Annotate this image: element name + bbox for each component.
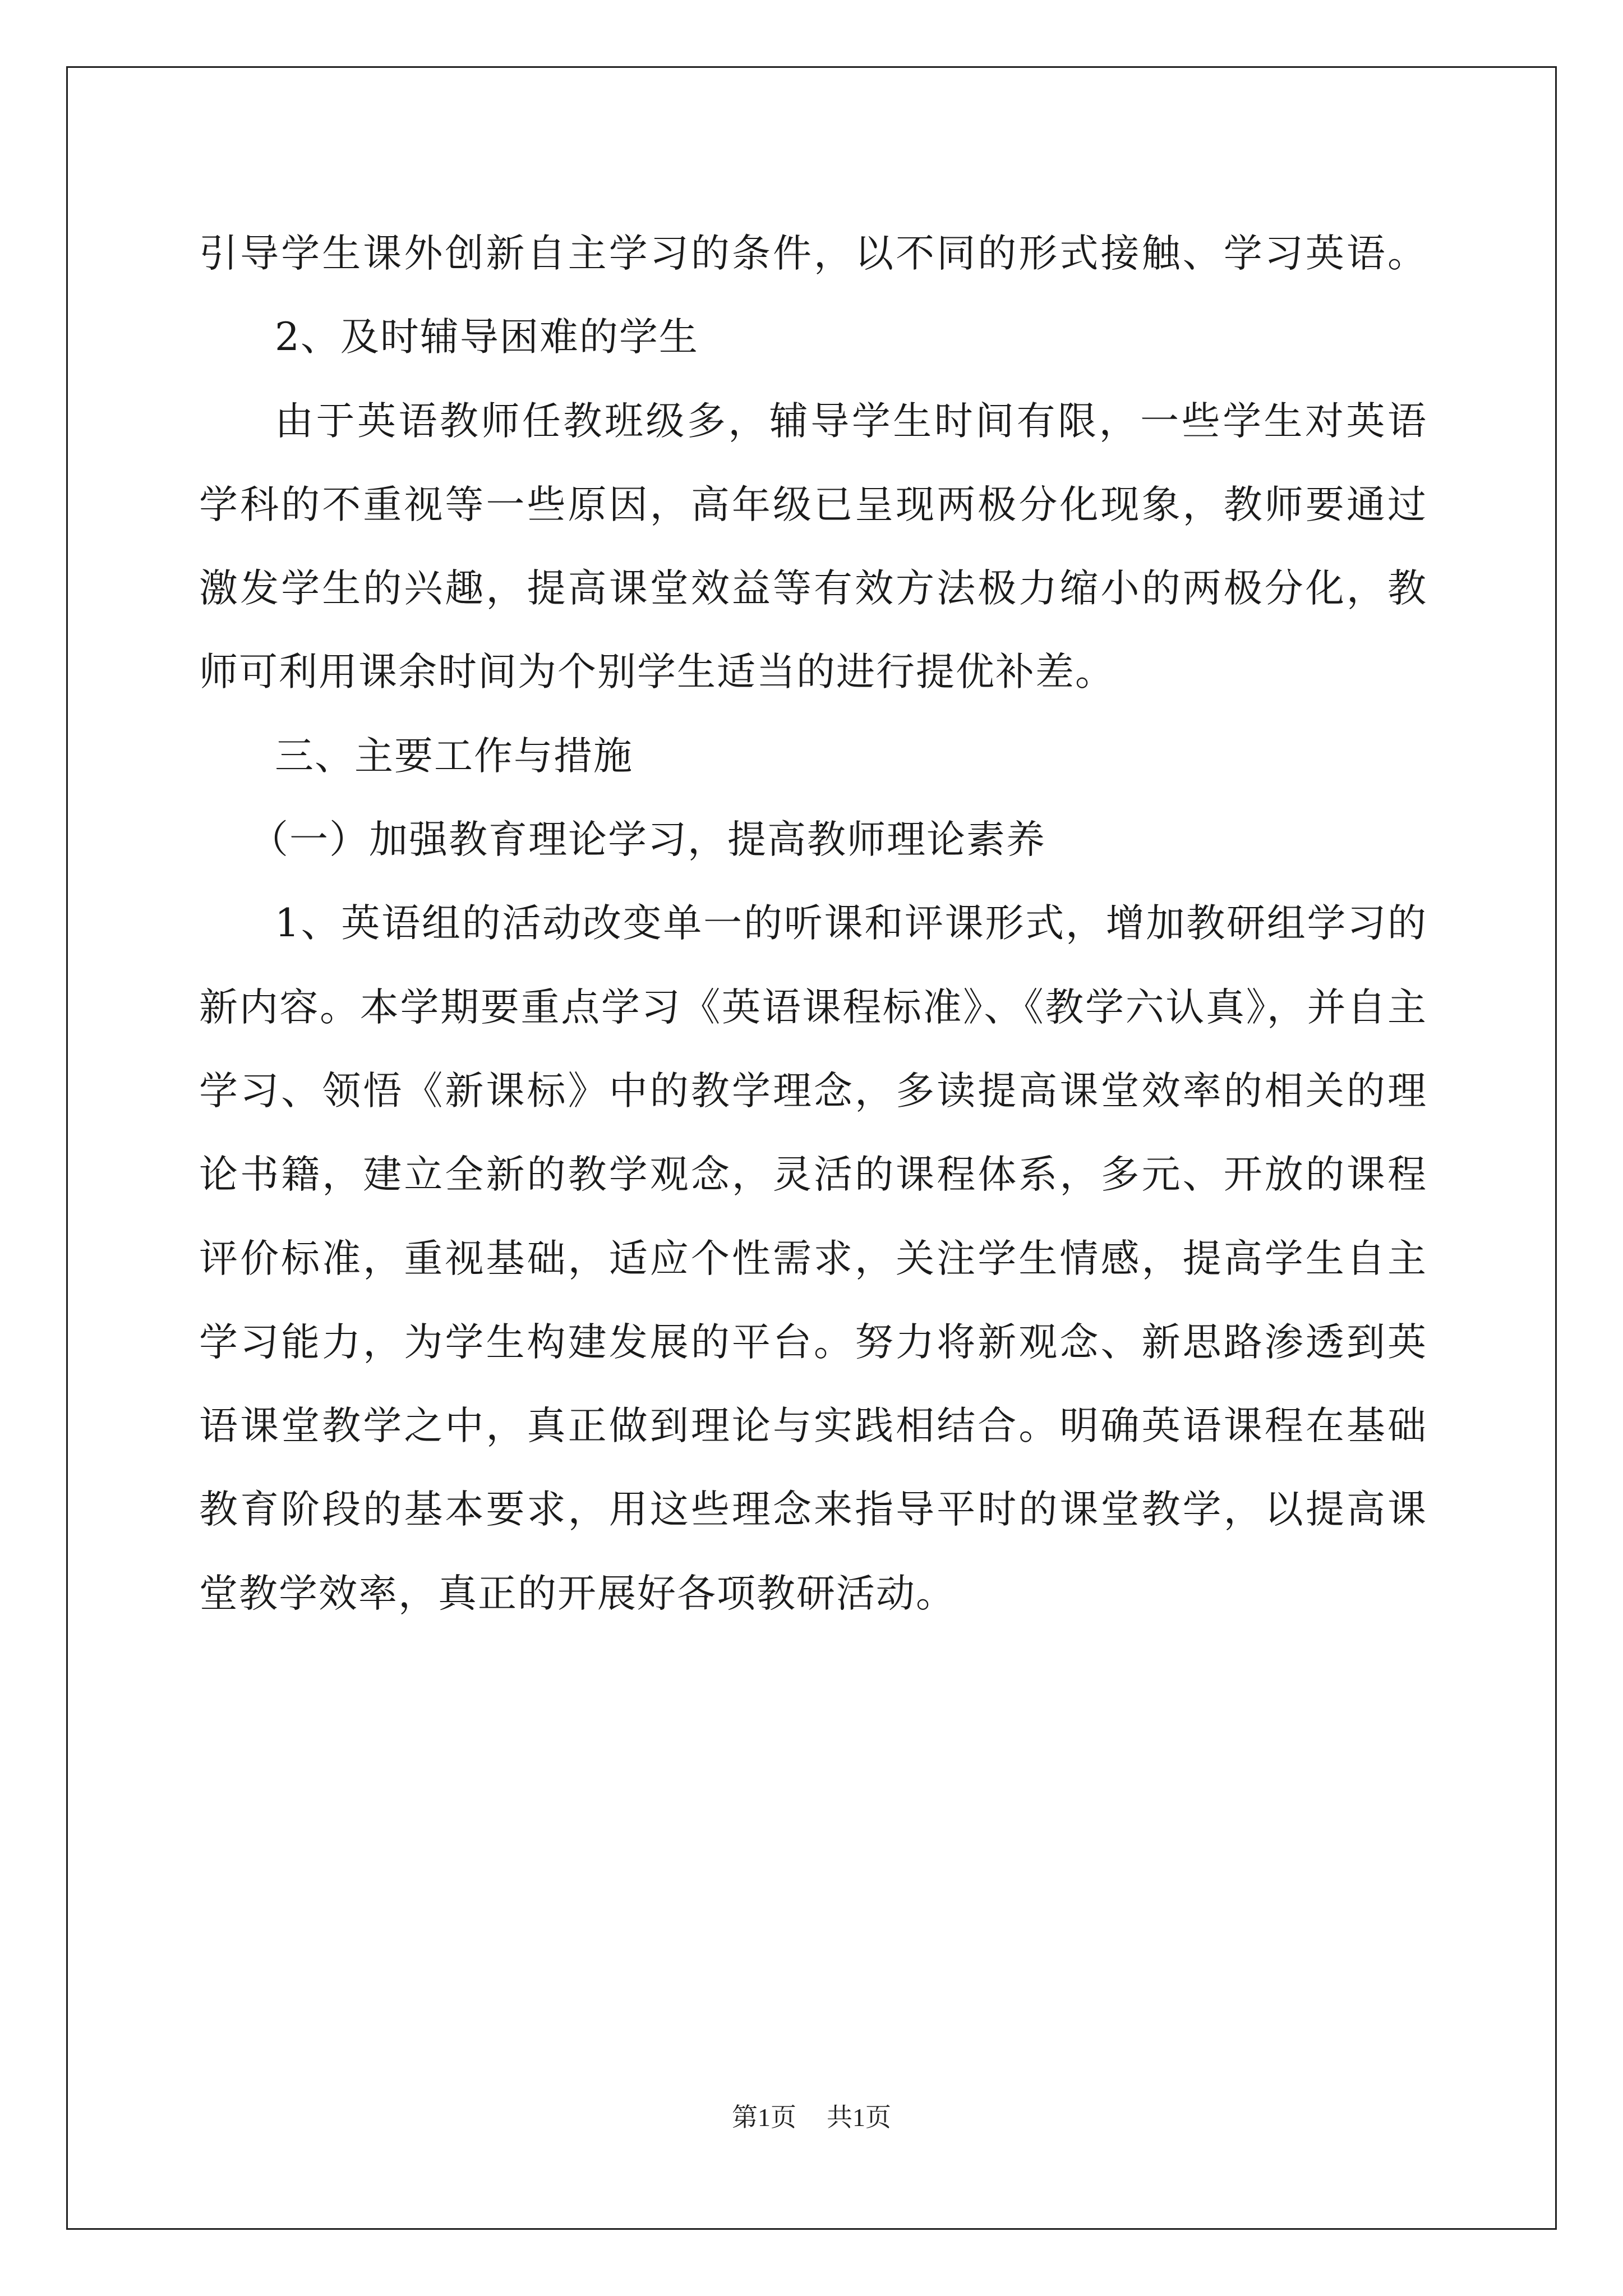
text-line: 教育阶段的基本要求，用这些理念来指导平时的课堂教学，以提高课 [199,1487,1427,1533]
text-line: 新内容。本学期要重点学习《英语课程标准》、《教学六认真》，并自主 [199,984,1427,1030]
page-total: 共1页 [827,2103,891,2132]
section-heading: （一）加强教育理论学习，提高教师理论素养 [250,817,1046,863]
text-line: 学科的不重视等一些原因，高年级已呈现两极分化现象，教师要通过 [199,482,1427,527]
page-number: 第1页 [732,2103,796,2132]
page-footer [0,2101,1623,2134]
text-line: 评价标准，重视基础，适应个性需求，关注学生情感，提高学生自主 [199,1236,1427,1281]
section-heading: 2、及时辅导困难的学生 [275,315,699,360]
text-line: 学习、领悟《新课标》中的教学理念，多读提高课堂效率的相关的理 [199,1068,1427,1114]
text-line: 论书籍，建立全新的教学观念，灵活的课程体系，多元、开放的课程 [199,1152,1427,1198]
text-line: 1、英语组的活动改变单一的听课和评课形式，增加教研组学习的 [275,901,1427,946]
text-line: 激发学生的兴趣，提高课堂效益等有效方法极力缩小的两极分化，教 [199,566,1427,611]
text-line: 由于英语教师任教班级多，辅导学生时间有限，一些学生对英语 [275,398,1427,444]
text-line: 堂教学效率，真正的开展好各项教研活动。 [199,1571,956,1616]
text-line: 语课堂教学之中，真正做到理论与实践相结合。明确英语课程在基础 [199,1404,1427,1449]
text-line: 引导学生课外创新自主学习的条件，以不同的形式接触、学习英语。 [199,231,1427,276]
document-body [199,212,1427,1636]
section-heading: 三、主要工作与措施 [275,733,633,779]
text-line: 师可利用课余时间为个别学生适当的进行提优补差。 [199,650,1115,695]
text-line: 学习能力，为学生构建发展的平台。努力将新观念、新思路渗透到英 [199,1319,1427,1365]
